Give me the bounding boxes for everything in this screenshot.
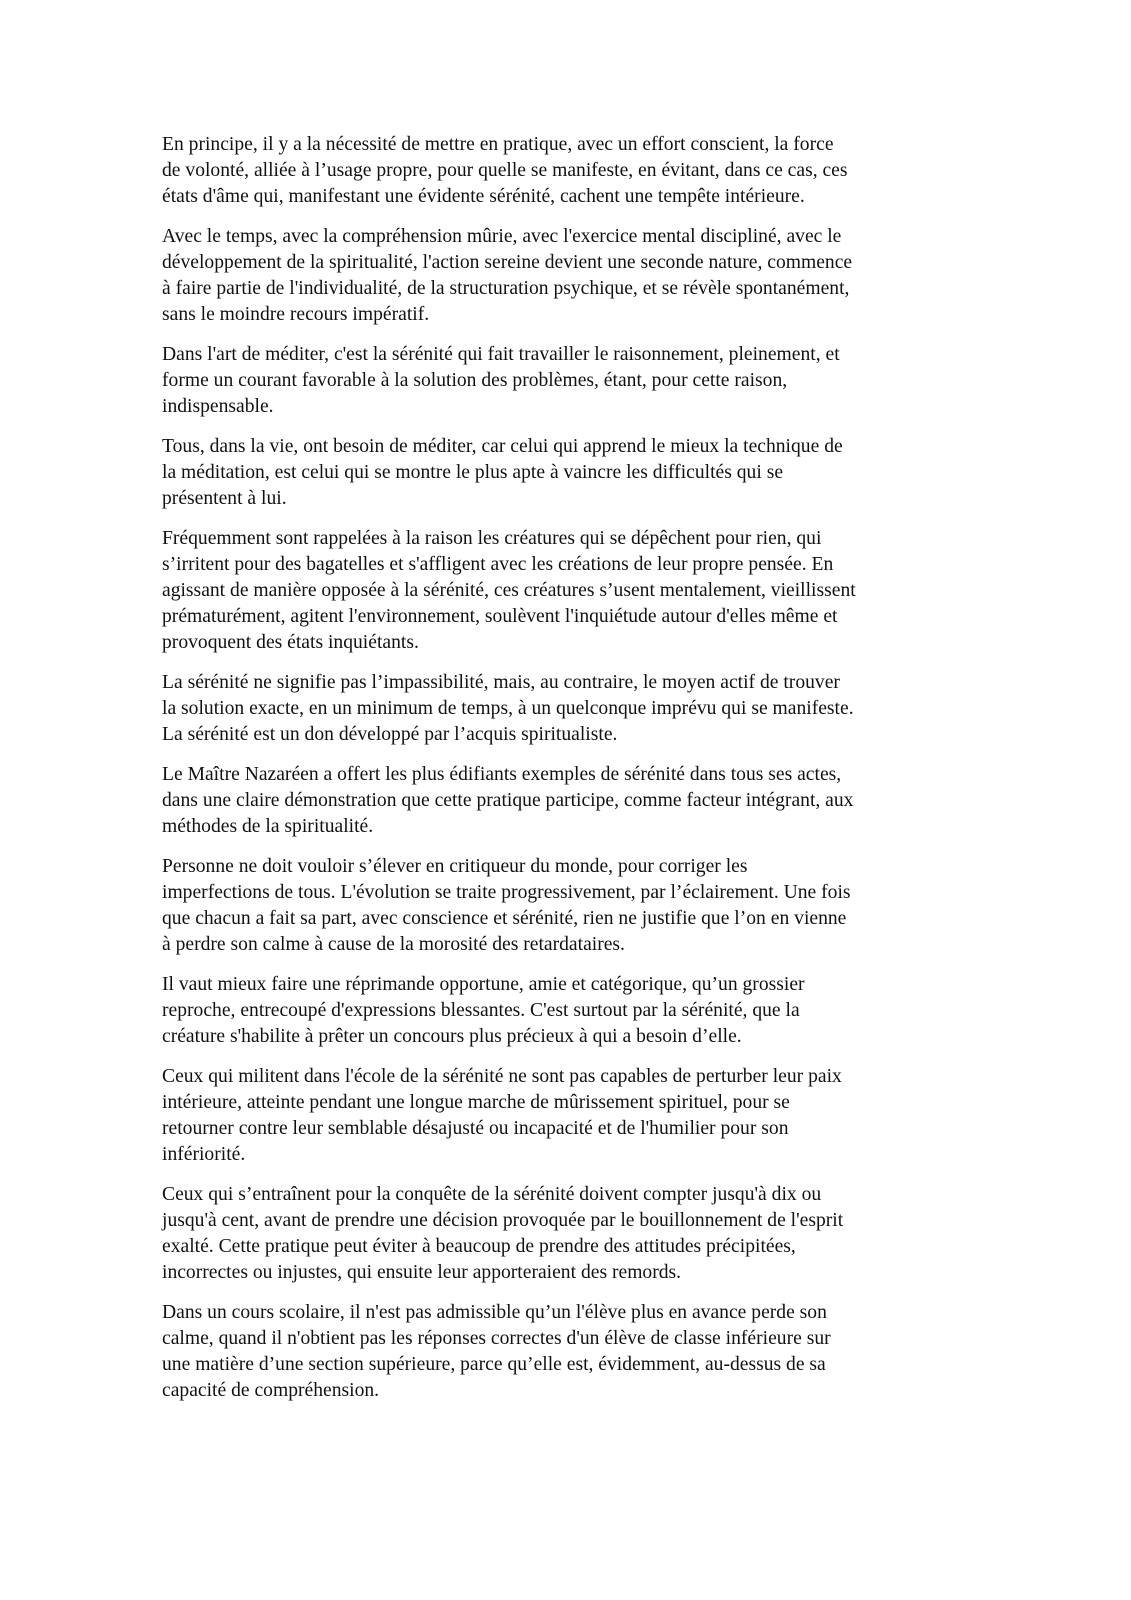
paragraph-12: Dans un cours scolaire, il n'est pas admissible qu’un l'élève plus en avance perde son calme, quand il n'obtient pas les réponses correctes d'un élève de classe inférieure sur une matière d’une section supérieure, parce qu’elle est, évidemment, au-dessus de sa capacité de compréhension. [162,1302,831,1401]
document-page [162,132,982,1418]
paragraph-1: En principe, il y a la nécessité de mettre en pratique, avec un effort conscient, la force de volonté, alliée à l’usage propre, pour quelle se manifeste, en évitant, dans ce cas, ces états d'âme qui, manifestant une évidente sérénité, cachent une tempête intérieure. [162,134,848,207]
paragraph-4: Tous, dans la vie, ont besoin de méditer, car celui qui apprend le mieux la technique de la méditation, est celui qui se montre le plus apte à vaincre les difficultés qui se présentent à lui. [162,436,843,509]
paragraph-9: Il vaut mieux faire une réprimande opportune, amie et catégorique, qu’un grossier reproche, entrecoupé d'expressions blessantes. C'est surtout par la sérénité, que la créature s'habilite à prêter un concours plus précieux à qui a besoin d’elle. [162,974,805,1047]
paragraph-11: Ceux qui s’entraînent pour la conquête de la sérénité doivent compter jusqu'à dix ou jusqu'à cent, avant de prendre une décision provoquée par le bouillonnement de l'esprit exalté. Cette pratique peut éviter à beaucoup de prendre des attitudes précipitées, incorrectes ou injustes, qui ensuite leur apporteraient des remords. [162,1184,844,1283]
paragraph-5: Fréquemment sont rappelées à la raison les créatures qui se dépêchent pour rien, qui s’irritent pour des bagatelles et s'affligent avec les créations de leur propre pensée. En agissant de manière opposée à la sérénité, ces créatures s’usent mentalement, vieillissent prématurément, agitent l'environnement, soulèvent l'inquiétude autour d'elles même et provoquent des états inquiétants. [162,528,856,653]
paragraph-10: Ceux qui militent dans l'école de la sérénité ne sont pas capables de perturber leur paix intérieure, atteinte pendant une longue marche de mûrissement spirituel, pour se retourner contre leur semblable désajusté ou incapacité et de l'humilier pour son infériorité. [162,1066,842,1165]
paragraph-3: Dans l'art de méditer, c'est la sérénité qui fait travailler le raisonnement, pleinement, et forme un courant favorable à la solution des problèmes, étant, pour cette raison, indispensable. [162,344,840,417]
paragraph-6: La sérénité ne signifie pas l’impassibilité, mais, au contraire, le moyen actif de trouver la solution exacte, en un minimum de temps, à un quelconque imprévu qui se manifeste. La sérénité est un don développé par l’acquis spiritualiste. [162,672,854,745]
paragraph-7: Le Maître Nazaréen a offert les plus édifiants exemples de sérénité dans tous ses actes, dans une claire démonstration que cette pratique participe, comme facteur intégrant, aux méthodes de la spiritualité. [162,764,854,837]
paragraph-2: Avec le temps, avec la compréhension mûrie, avec l'exercice mental discipliné, avec le développement de la spiritualité, l'action sereine devient une seconde nature, commence à faire partie de l'individualité, de la structuration psychique, et se révèle spontanément, sans le moindre recours impératif. [162,226,853,325]
paragraph-8: Personne ne doit vouloir s’élever en critiqueur du monde, pour corriger les imperfections de tous. L'évolution se traite progressivement, par l’éclairement. Une fois que chacun a fait sa part, avec conscience et sérénité, rien ne justifie que l’on en vienne à perdre son calme à cause de la morosité des retardataires. [162,856,851,955]
